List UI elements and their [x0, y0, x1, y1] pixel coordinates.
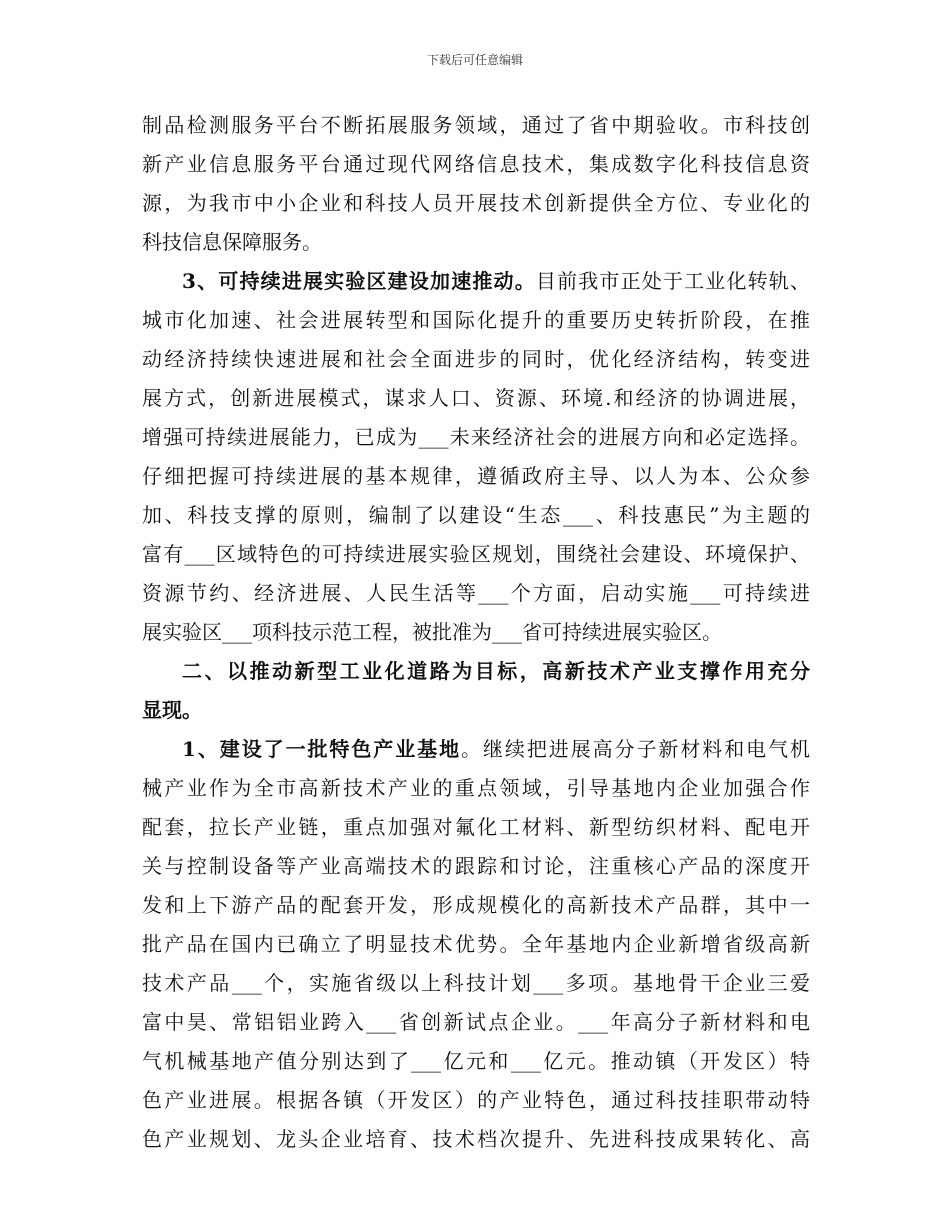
text-line: 动经济持续快速进展和社会全面进步的同时，优化经济结构，转变进: [142, 347, 810, 371]
subsection-heading: 1、建设了一批特色产业基地: [182, 737, 462, 761]
text-line-section-3: 3、可持续进展实验区建设加速推动。目前我市正处于工业化转轨、: [182, 269, 811, 293]
section-heading-2-cont: 显现。: [142, 698, 202, 722]
page-header: 下载后可任意编辑: [426, 53, 523, 67]
text-line: 械产业作为全市高新技术产业的重点领域，引导基地内企业加强合作: [142, 776, 810, 800]
text-line: 展方式，创新进展模式，谋求人口、资源、环境.和经济的协调进展，: [142, 386, 810, 410]
section-heading-2: 二、以推动新型工业化道路为目标，高新技术产业支撑作用充分: [182, 659, 810, 683]
text-line: 增强可持续进展能力，已成为___未来经济社会的进展方向和必定选择。: [142, 425, 810, 449]
text-line: 科技信息保障服务。: [142, 230, 322, 254]
section-heading: 3、可持续进展实验区建设加速推动。: [182, 269, 536, 293]
text-line: 关与控制设备等产业高端技术的跟踪和讨论，注重核心产品的深度开: [142, 854, 810, 878]
text-line: 技术产品___个，实施省级以上科技计划___多项。基地骨干企业三爱: [142, 971, 810, 995]
text-line: 新产业信息服务平台通过现代网络信息技术，集成数字化科技信息资: [142, 152, 810, 176]
text-line: 富中昊、常铝铝业跨入___省创新试点企业。___年高分子新材料和电: [142, 1010, 810, 1034]
text-line: 富有___区域特色的可持续进展实验区规划，围绕社会建设、环境保护、: [142, 542, 810, 566]
text-line: 加、科技支撑的原则，编制了以建设“生态___、科技惠民”为主题的: [142, 503, 810, 527]
text-line: 展实验区___项科技示范工程，被批准为___省可持续进展实验区。: [142, 620, 722, 644]
text-line: 发和上下游产品的配套开发，形成规模化的高新技术产品群，其中一: [142, 893, 810, 917]
text-line: 色产业规划、龙头企业培育、技术档次提升、先进科技成果转化、高: [142, 1127, 810, 1151]
text-line: 仔细把握可持续进展的基本规律，遵循政府主导、以人为本、公众参: [142, 464, 810, 488]
text-line: 源，为我市中小企业和科技人员开展技术创新提供全方位、专业化的: [142, 191, 810, 215]
text-line-subsection-1: 1、建设了一批特色产业基地。继续把进展高分子新材料和电气机: [182, 737, 811, 761]
text-line: 批产品在国内已确立了明显技术优势。全年基地内企业新增省级高新: [142, 932, 810, 956]
text-line: 配套，拉长产业链，重点加强对氟化工材料、新型纺织材料、配电开: [142, 815, 810, 839]
text-line: 资源节约、经济进展、人民生活等___个方面，启动实施___可持续进: [142, 581, 810, 605]
text-line: 气机械基地产值分别达到了___亿元和___亿元。推动镇（开发区）特: [142, 1049, 810, 1073]
document-body: [142, 106, 810, 1159]
text-line: 色产业进展。根据各镇（开发区）的产业特色，通过科技挂职带动特: [142, 1088, 810, 1112]
text-line: 城市化加速、社会进展转型和国际化提升的重要历史转折阶段，在推: [142, 308, 810, 332]
text-line: 制品检测服务平台不断拓展服务领域，通过了省中期验收。市科技创: [142, 113, 810, 137]
